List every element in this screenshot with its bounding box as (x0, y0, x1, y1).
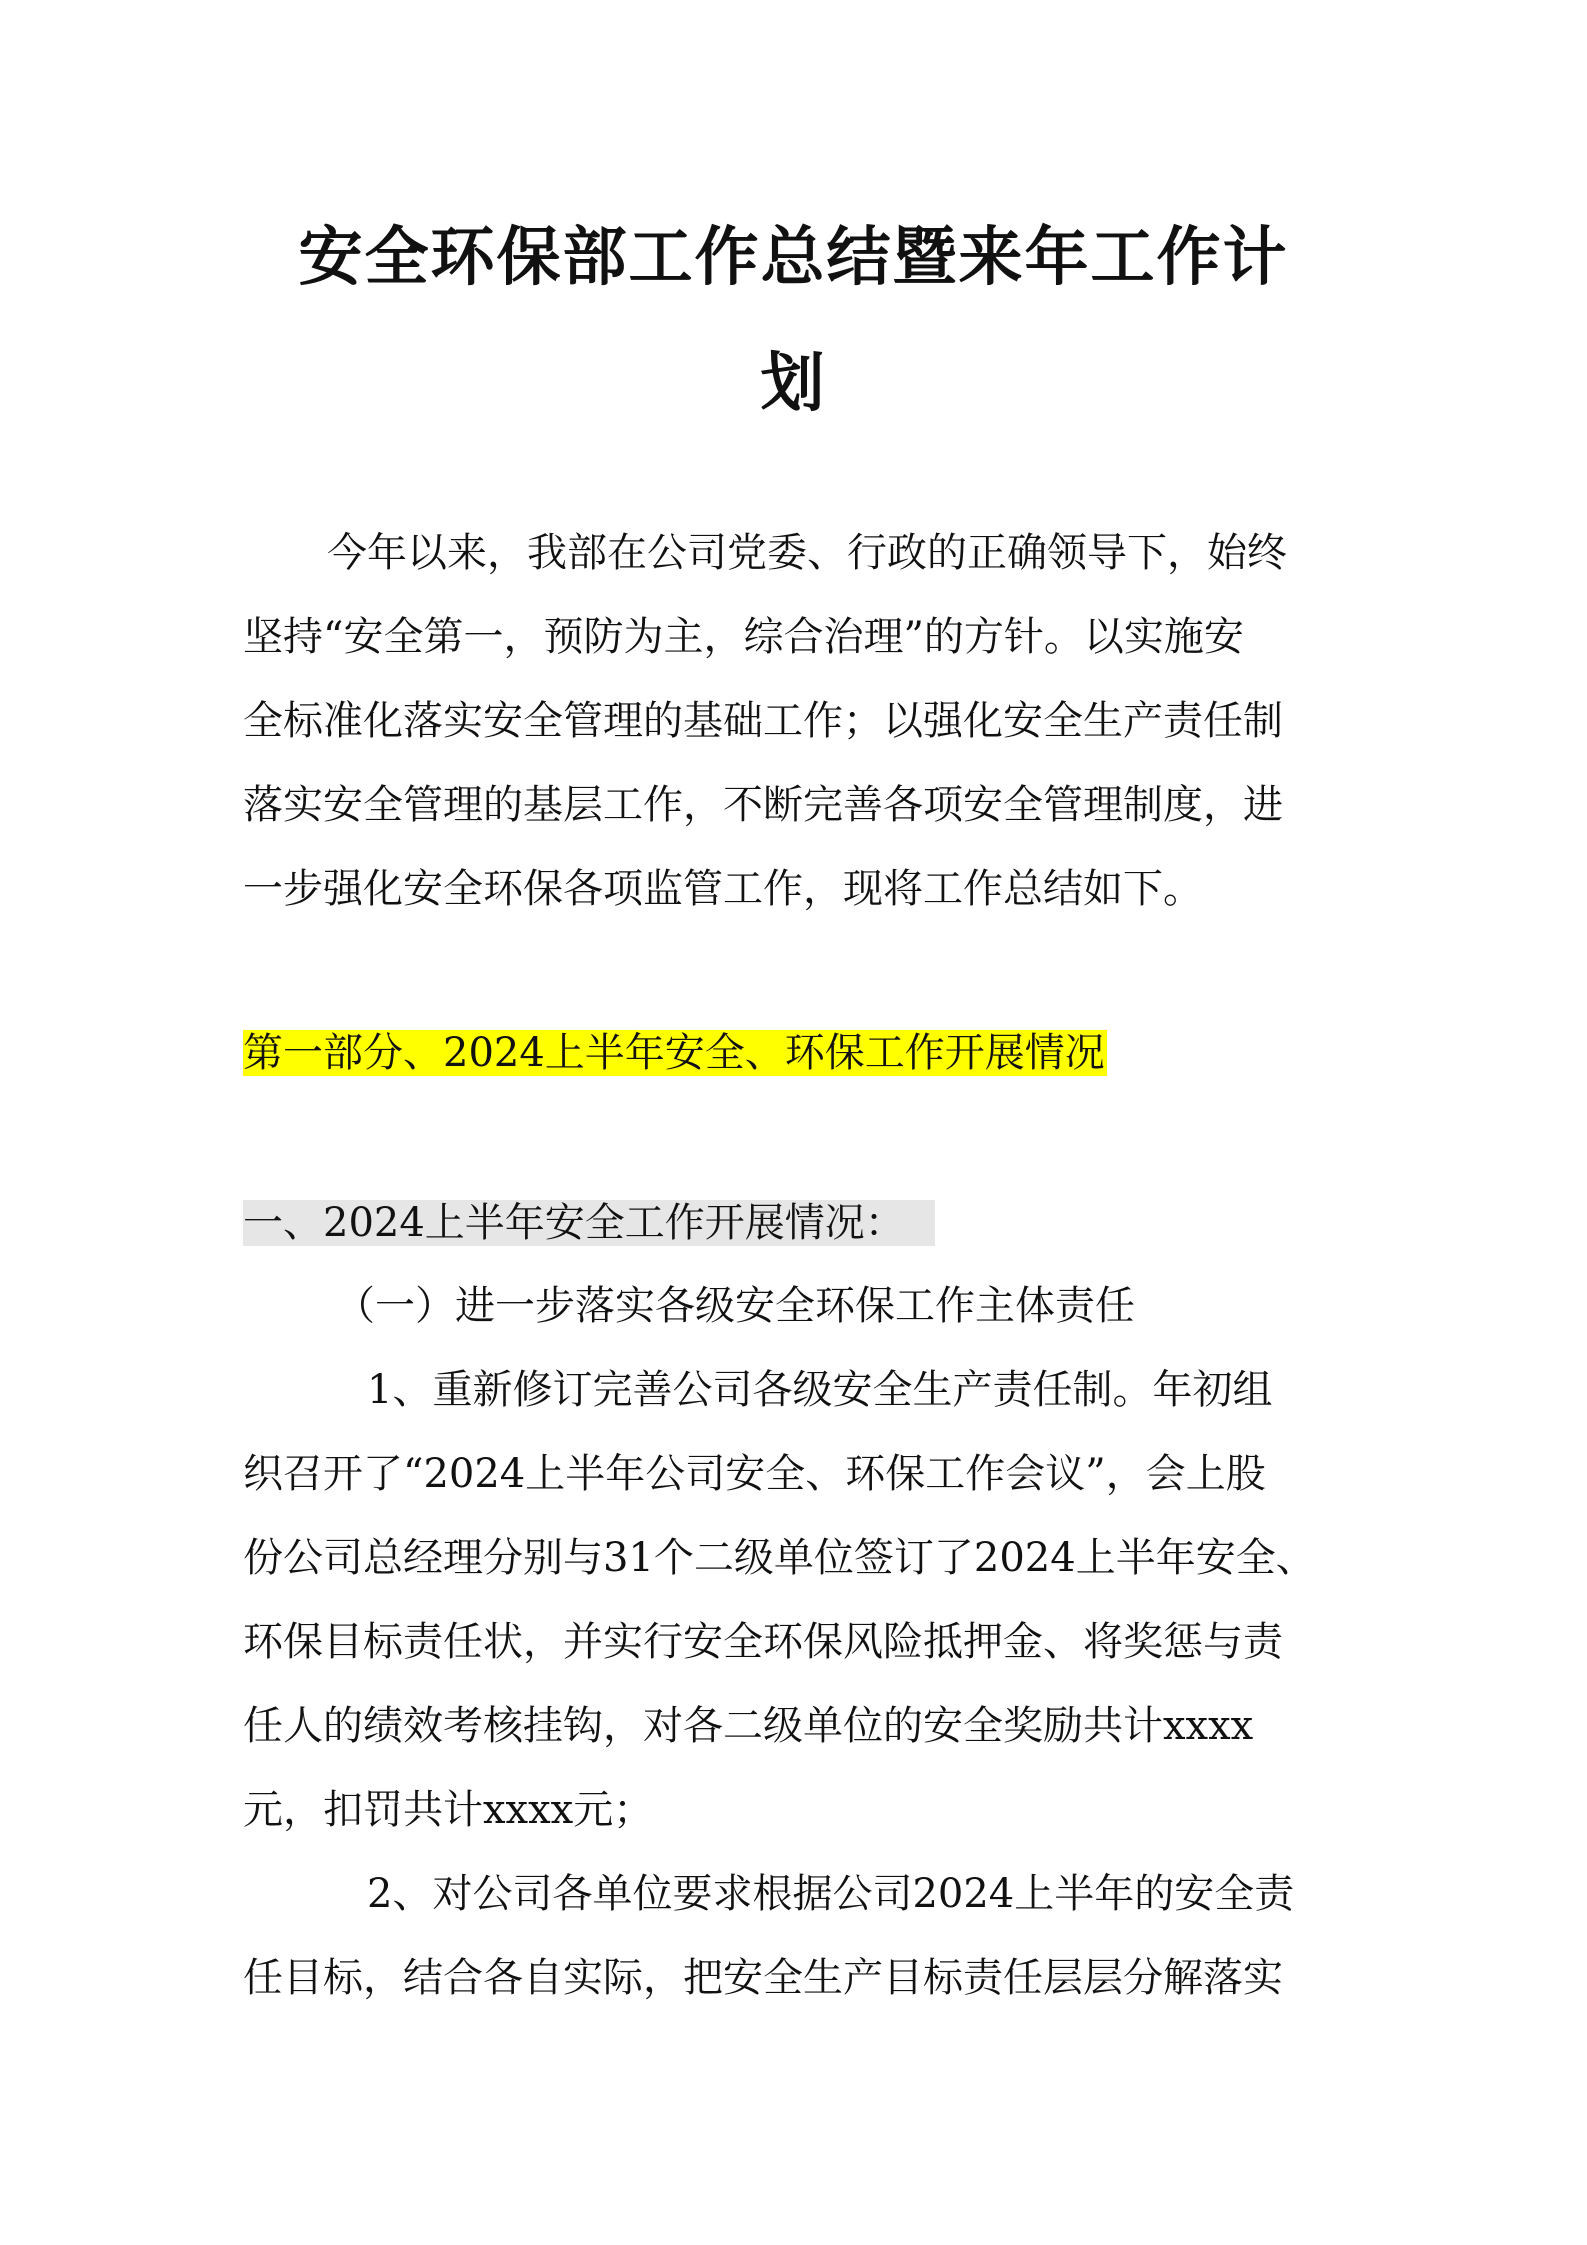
item2-line-1: 2、对公司各单位要求根据公司2024上半年的安全责 (367, 1871, 1295, 1917)
intro-line-5: 一步强化安全环保各项监管工作，现将工作总结如下。 (243, 866, 1203, 912)
section-heading (243, 1195, 935, 1251)
subsection-heading: （一）进一步落实各级安全环保工作主体责任 (335, 1283, 1135, 1329)
document-title-line-1: 安全环保部工作总结暨来年工作计 (298, 221, 1289, 295)
part-heading-text: 第一部分、2024上半年安全、环保工作开展情况 (243, 1030, 1105, 1076)
intro-line-2: 坚持“安全第一，预防为主，综合治理”的方针。以实施安 (243, 614, 1244, 660)
part-heading (243, 1025, 1107, 1081)
intro-line-4: 落实安全管理的基层工作，不断完善各项安全管理制度，进 (243, 782, 1283, 828)
section-heading-text: 一、2024上半年安全工作开展情况： (243, 1200, 935, 1246)
item1-line-3: 份公司总经理分别与31个二级单位签订了2024上半年安全、 (243, 1535, 1316, 1581)
item1-line-4: 环保目标责任状，并实行安全环保风险抵押金、将奖惩与责 (243, 1619, 1283, 1665)
item1-line-5: 任人的绩效考核挂钩，对各二级单位的安全奖励共计xxxx (243, 1703, 1254, 1749)
item1-line-1: 1、重新修订完善公司各级安全生产责任制。年初组 (367, 1367, 1273, 1413)
item1-line-6: 元，扣罚共计xxxx元； (243, 1787, 654, 1833)
item2-line-2: 任目标，结合各自实际，把安全生产目标责任层层分解落实 (243, 1955, 1283, 2001)
intro-line-3: 全标准化落实安全管理的基础工作；以强化安全生产责任制 (243, 698, 1283, 744)
item1-line-2: 织召开了“2024上半年公司安全、环保工作会议”，会上股 (243, 1451, 1266, 1497)
intro-line-1: 今年以来，我部在公司党委、行政的正确领导下，始终 (327, 530, 1287, 576)
document-title-line-2: 划 (760, 347, 827, 421)
